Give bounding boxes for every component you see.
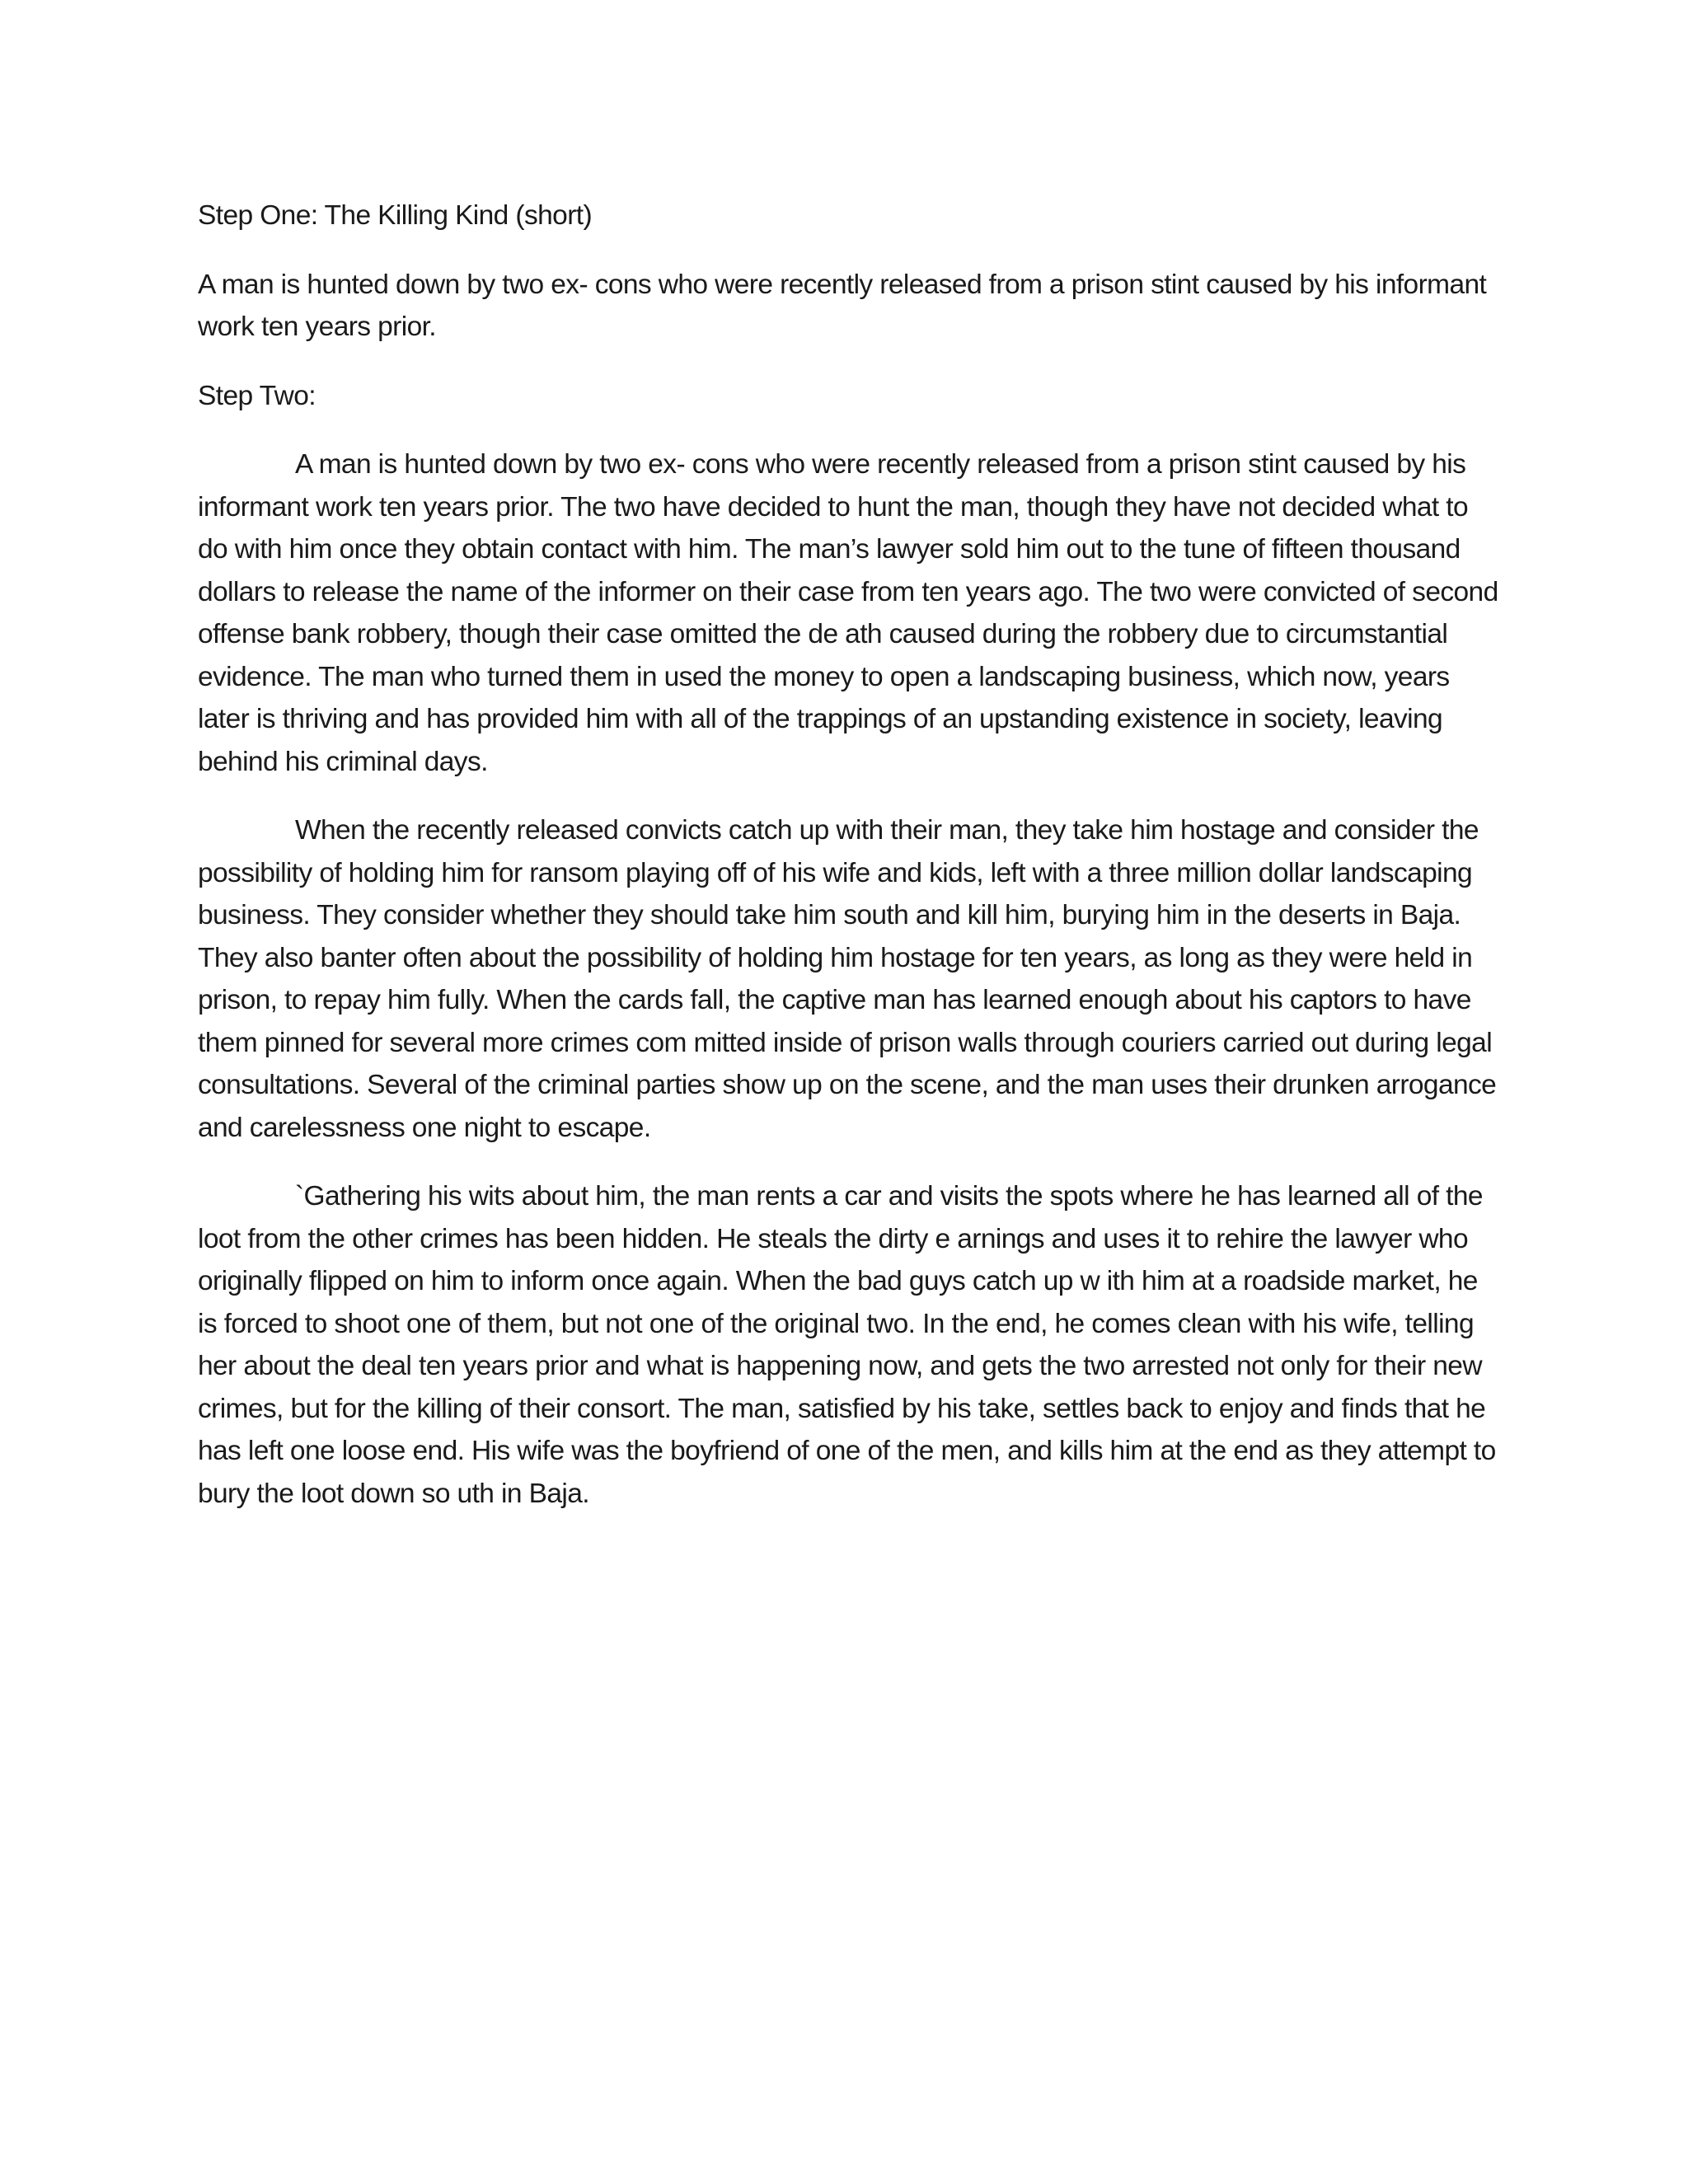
- paragraph-hostage: When the recently released convicts catch up with their man, they take him hostage and consider the possibility of holding him for ransom playing off of his wife and kids, left with a three million dollar landscaping business. They consider whether they should take him south and kill him, burying him in the deserts in Baja. They also banter often about the possibility of holding him hostage for ten years, as long as they were held in prison, to repay him fully. When the cards fall, the captive man has learned enough about his captors to have them pinned for several more crimes com mitted inside of prison walls through couriers carried out during legal consultations. Several of the criminal parties show up on the scene, and the man uses their drunken arrogance and carelessness one night to escape.: [198, 815, 1497, 1143]
- paragraph-resolution: `Gathering his wits about him, the man rents a car and visits the spots where he has learned all of the loot from the other crimes has been hidden. He steals the dirty e arnings and uses it to rehire the lawyer who originally flipped on him to inform once again. When the bad guys catch up w ith him at a roadside market, he is forced to shoot one of them, but not one of the original two. In the end, he comes clean with his wife, telling her about the deal ten years prior and what is happening now, and gets the two arrested not only for their new crimes, but for the killing of their consort. The man, satisfied by his take, settles back to enjoy and finds that he has left one loose end. His wife was the boyfriend of one of the men, and kills him at the end as they attempt to bury the loot down so uth in Baja.: [198, 1181, 1496, 1509]
- document-body: [198, 194, 1500, 1541]
- paragraph-setup: A man is hunted down by two ex- cons who were recently released from a prison stint caused by his informant work ten years prior. The two have decided to hunt the man, though they have not decided what to do with him once they obtain contact with him. The man’s lawyer sold him out to the tune of fifteen thousand dollars to release the name of the informer on their case from ten years ago. The two were convicted of second offense bank robbery, though their case omitted the de ath caused during the robbery due to circumstantial evidence. The man who turned them in used the money to open a landscaping business, which now, years later is thriving and has provided him with all of the trappings of an upstanding existence in society, leaving behind his criminal days.: [198, 449, 1498, 777]
- step-two-heading: Step Two:: [198, 380, 316, 411]
- step-one-summary: A man is hunted down by two ex- cons who were recently released from a prison stint caused by his informant work ten years prior.: [198, 269, 1487, 342]
- step-one-heading: Step One: The Killing Kind (short): [198, 200, 593, 231]
